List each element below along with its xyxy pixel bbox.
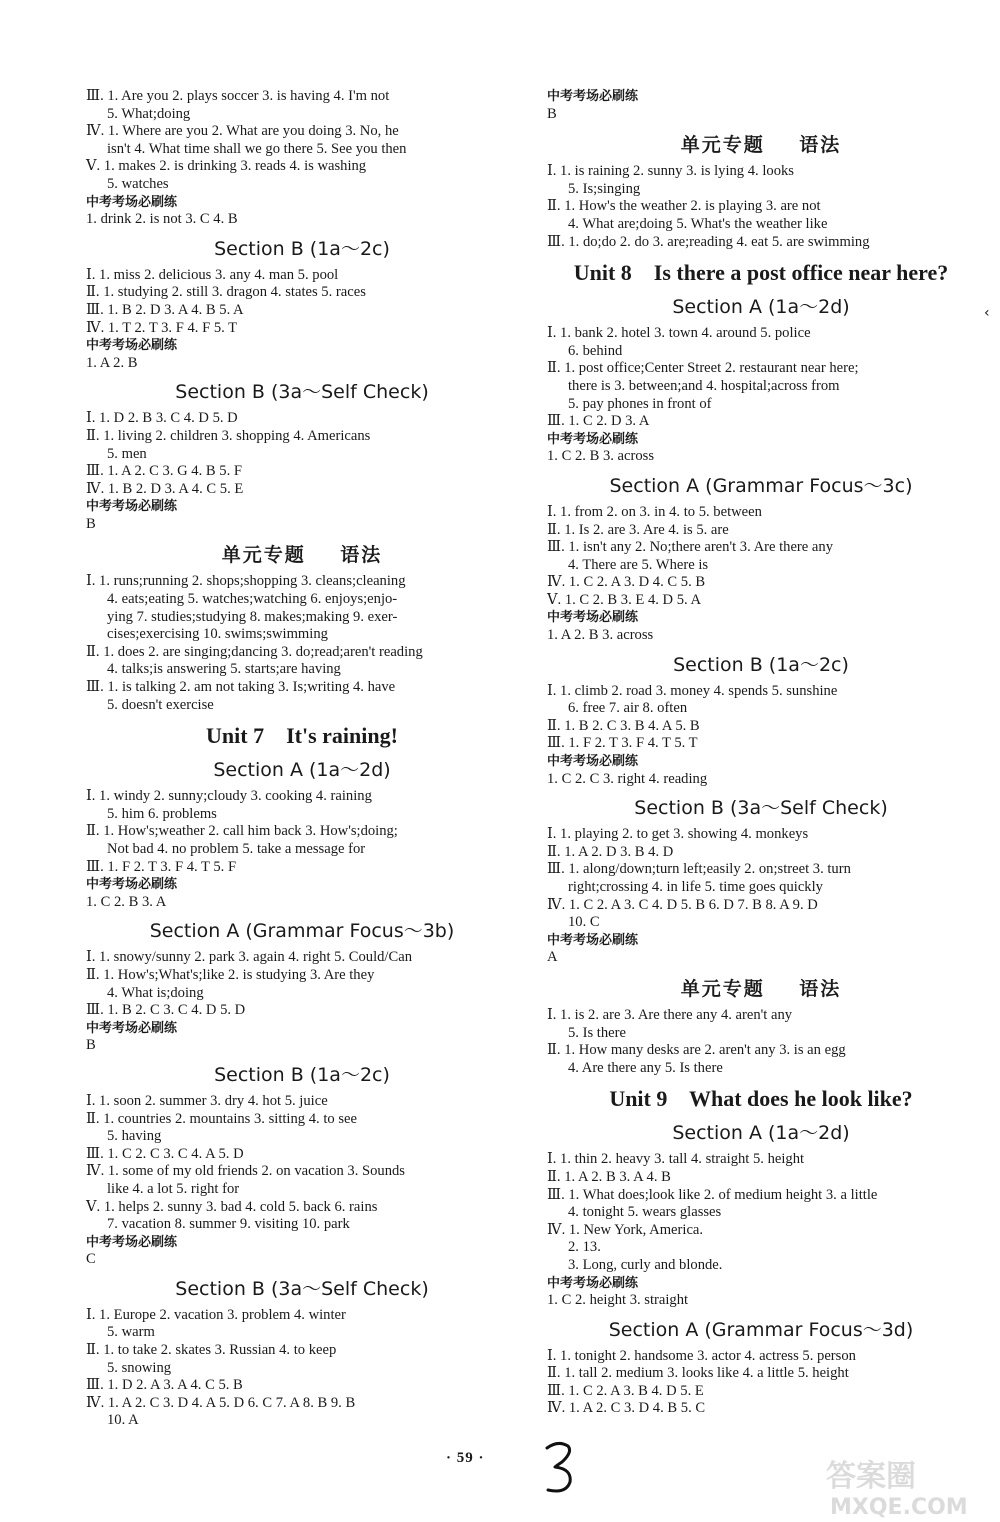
answer-line-continued: 4. tonight 5. wears glasses: [568, 1204, 722, 1221]
answer-line: B: [547, 105, 557, 122]
answer-line: Ⅱ. 1. living 2. children 3. shopping 4. Americans: [86, 427, 371, 444]
answer-line: Ⅲ. 1. B 2. C 3. C 4. D 5. D: [86, 1002, 246, 1019]
answer-line: Ⅳ. 1. Where are you 2. What are you doing 3. No, he: [86, 123, 399, 140]
answer-line: Ⅰ. 1. is 2. are 3. Are there any 4. aren't any: [547, 1006, 793, 1023]
answer-line: Ⅰ. 1. Europe 2. vacation 3. problem 4. winter: [86, 1306, 346, 1323]
answer-line: Ⅰ. 1. climb 2. road 3. money 4. spends 5. sunshine: [547, 682, 838, 699]
unit-title: Unit 9 What does he look like?: [609, 1086, 913, 1112]
answer-line: Ⅲ. 1. F 2. T 3. F 4. T 5. T: [547, 735, 698, 752]
answer-line: Ⅳ. 1. T 2. T 3. F 4. F 5. T: [86, 319, 238, 336]
answer-line-continued: Not bad 4. no problem 5. take a message for: [107, 841, 366, 857]
answer-line: Ⅲ. 1. A 2. C 3. G 4. B 5. F: [86, 463, 242, 480]
answer-line: 1. A 2. B 3. across: [547, 627, 654, 644]
answer-line: A: [547, 949, 558, 966]
answer-line-continued: ying 7. studies;studying 8. makes;making 9. exer-: [107, 608, 398, 625]
page-number: · 59 ·: [446, 1450, 485, 1466]
answer-line: Ⅲ. 1. Are you 2. plays soccer 3. is having 4. I'm not: [86, 88, 390, 104]
exam-practice-label: 中考考场必刷练: [547, 431, 639, 447]
answer-line: Ⅱ. 1. post office;Center Street 2. restaurant near here;: [547, 360, 859, 377]
answer-line: Ⅳ. 1. B 2. D 3. A 4. C 5. E: [86, 480, 244, 497]
section-heading: Section B (3a～Self Check): [175, 1277, 429, 1300]
answer-line: Ⅰ. 1. bank 2. hotel 3. town 4. around 5. police: [547, 325, 811, 342]
exam-practice-label: 中考考场必刷练: [86, 194, 178, 210]
exam-practice-label: 中考考场必刷练: [547, 754, 639, 770]
answer-line: Ⅰ. 1. playing 2. to get 3. showing 4. monkeys: [547, 826, 809, 843]
answer-line: 1. C 2. height 3. straight: [547, 1292, 689, 1309]
answer-line: Ⅱ. 1. How's;What's;like 2. is studying 3. Are they: [86, 966, 375, 983]
answer-line: Ⅰ. 1. tonight 2. handsome 3. actor 4. actress 5. person: [547, 1347, 856, 1364]
exam-practice-label: 中考考场必刷练: [547, 932, 639, 948]
answer-line: Ⅳ. 1. A 2. C 3. D 4. A 5. D 6. C 7. A 8. B 9. B: [86, 1394, 356, 1411]
answer-line: Ⅲ. 1. is talking 2. am not taking 3. Is;writing 4. have: [86, 679, 396, 696]
answer-line: Ⅱ. 1. studying 2. still 3. dragon 4. states 5. races: [86, 284, 366, 301]
left-column: [86, 88, 518, 1430]
answer-line: Ⅳ. 1. C 2. A 3. C 4. D 5. B 6. D 7. B 8. A 9. D: [547, 896, 818, 913]
answer-line-continued: 5. Is;singing: [568, 180, 641, 197]
answer-line: Ⅰ. 1. from 2. on 3. in 4. to 5. between: [547, 503, 762, 520]
answer-line: Ⅲ. 1. D 2. A 3. A 4. C 5. B: [86, 1377, 243, 1394]
answer-line-continued: like 4. a lot 5. right for: [107, 1180, 240, 1197]
answer-line-continued: 5. doesn't exercise: [107, 696, 214, 713]
answer-line: Ⅴ. 1. helps 2. sunny 3. bad 4. cold 5. back 6. rains: [86, 1198, 378, 1215]
answer-line: Ⅱ. 1. How many desks are 2. aren't any 3. is an egg: [547, 1042, 846, 1059]
exam-practice-label: 中考考场必刷练: [547, 89, 639, 104]
answer-line: Ⅰ. 1. is raining 2. sunny 3. is lying 4. looks: [547, 163, 794, 180]
section-heading: Section B (1a～2c): [214, 1063, 390, 1086]
answer-line: Ⅱ. 1. does 2. are singing;dancing 3. do;read;aren't reading: [86, 643, 423, 660]
answer-line-continued: 5. snowing: [107, 1359, 172, 1376]
answer-line: Ⅲ. 1. isn't any 2. No;there aren't 3. Are there any: [547, 539, 833, 556]
answer-line: B: [86, 515, 96, 532]
answer-line: Ⅲ. 1. B 2. D 3. A 4. B 5. A: [86, 301, 244, 318]
answer-line-continued: 4. There are 5. Where is: [568, 556, 709, 573]
exam-practice-label: 中考考场必刷练: [86, 877, 178, 893]
section-heading: Section A (Grammar Focus～3b): [149, 920, 455, 943]
answer-line: 1. C 2. B 3. A: [86, 893, 167, 910]
answer-line-continued: 6. behind: [568, 342, 623, 359]
answer-line-continued: 5. having: [107, 1128, 162, 1145]
answer-line: Ⅲ. 1. What does;look like 2. of medium height 3. a little: [547, 1186, 878, 1203]
section-heading: Section A (Grammar Focus～3d): [608, 1318, 914, 1341]
answer-line: Ⅱ. 1. How's the weather 2. is playing 3. are not: [547, 198, 821, 215]
exam-practice-label: 中考考场必刷练: [86, 338, 178, 354]
answer-line: Ⅰ. 1. miss 2. delicious 3. any 4. man 5. pool: [86, 266, 339, 283]
answer-line: Ⅰ. 1. thin 2. heavy 3. tall 4. straight 5. height: [547, 1151, 805, 1168]
unit-title: Unit 7 It's raining!: [206, 723, 398, 749]
answer-line-continued: 4. talks;is answering 5. starts;are having: [107, 661, 341, 678]
section-heading: Section B (3a～Self Check): [634, 797, 888, 820]
answer-line-continued: 3. Long, curly and blonde.: [568, 1256, 723, 1273]
answer-line: Ⅳ. 1. some of my old friends 2. on vacation 3. Sounds: [86, 1163, 405, 1180]
handwritten-mark: [542, 1440, 576, 1496]
exam-practice-label: 中考考场必刷练: [86, 1234, 178, 1250]
answer-line-continued: 4. What are;doing 5. What's the weather like: [568, 215, 828, 232]
unit-topic-heading: 单元专题 语法: [680, 977, 842, 1000]
answer-line: Ⅱ. 1. countries 2. mountains 3. sitting 4. to see: [86, 1110, 357, 1127]
answer-line-continued: cises;exercising 10. swims;swimming: [107, 626, 328, 643]
answer-line-continued: 4. What is;doing: [107, 984, 204, 1001]
exam-practice-label: 中考考场必刷练: [547, 1275, 639, 1291]
answer-line: Ⅱ. 1. B 2. C 3. B 4. A 5. B: [547, 717, 700, 734]
answer-line-continued: 2. 13.: [568, 1239, 601, 1256]
answer-line: Ⅲ. 1. do;do 2. do 3. are;reading 4. eat 5. are swimming: [547, 233, 870, 250]
answer-line: Ⅲ. 1. F 2. T 3. F 4. T 5. F: [86, 858, 237, 875]
answer-line: Ⅳ. 1. C 2. A 3. D 4. C 5. B: [547, 574, 706, 591]
answer-line-continued: 5. watches: [107, 175, 169, 192]
answer-line: Ⅲ. 1. C 2. A 3. B 4. D 5. E: [547, 1382, 704, 1399]
answer-line-continued: right;crossing 4. in life 5. time goes quickly: [568, 879, 823, 895]
answer-line: 1. C 2. B 3. across: [547, 448, 655, 465]
section-heading: Section B (1a～2c): [673, 653, 849, 676]
answer-line-continued: 7. vacation 8. summer 9. visiting 10. park: [107, 1216, 350, 1233]
answer-line: 1. C 2. C 3. right 4. reading: [547, 770, 708, 787]
answer-line-continued: 5. Is there: [568, 1024, 626, 1041]
watermark-url: MXQE.COM: [830, 1495, 968, 1518]
answer-line: Ⅳ. 1. A 2. C 3. D 4. B 5. C: [547, 1400, 706, 1417]
section-heading: Section B (3a～Self Check): [175, 381, 429, 404]
answer-line-continued: isn't 4. What time shall we go there 5. See you then: [107, 140, 407, 157]
answer-line-continued: 10. C: [568, 914, 600, 931]
answer-line: Ⅲ. 1. along/down;turn left;easily 2. on;street 3. turn: [547, 861, 851, 878]
exam-practice-label: 中考考场必刷练: [86, 1020, 178, 1036]
section-heading: Section A (1a～2d): [672, 1122, 850, 1145]
watermark-logo: [822, 1452, 992, 1518]
answer-line: Ⅱ. 1. A 2. D 3. B 4. D: [547, 843, 674, 860]
answer-line-continued: there is 3. between;and 4. hospital;across from: [568, 377, 840, 394]
answer-line: Ⅲ. 1. C 2. D 3. A: [547, 413, 650, 430]
right-column: [547, 88, 975, 1418]
answer-line: Ⅱ. 1. A 2. B 3. A 4. B: [547, 1168, 671, 1185]
answer-line: Ⅰ. 1. soon 2. summer 3. dry 4. hot 5. juice: [86, 1092, 328, 1109]
section-heading: Section A (1a～2d): [672, 296, 850, 319]
unit-title: Unit 8 Is there a post office near here?: [573, 260, 949, 286]
answer-line-continued: 4. eats;eating 5. watches;watching 6. enjoys;enjo-: [107, 591, 398, 608]
answer-line: Ⅱ. 1. tall 2. medium 3. looks like 4. a little 5. height: [547, 1365, 849, 1382]
unit-topic-heading: 单元专题 语法: [221, 544, 383, 567]
answer-line: C: [86, 1251, 96, 1268]
answer-line: Ⅱ. 1. to take 2. skates 3. Russian 4. to keep: [86, 1342, 337, 1359]
answer-line: 1. A 2. B: [86, 354, 138, 371]
answer-line-continued: 6. free 7. air 8. often: [568, 700, 688, 717]
answer-line-continued: 4. Are there any 5. Is there: [568, 1059, 723, 1076]
answer-line: Ⅴ. 1. makes 2. is drinking 3. reads 4. is washing: [86, 158, 367, 175]
answer-line: Ⅱ. 1. How's;weather 2. call him back 3. How's;doing;: [86, 823, 398, 840]
answer-line: Ⅳ. 1. New York, America.: [547, 1221, 704, 1238]
answer-line-continued: 5. pay phones in front of: [568, 395, 712, 412]
edge-mark: ‹: [984, 305, 990, 321]
answer-line: Ⅰ. 1. snowy/sunny 2. park 3. again 4. right 5. Could/Can: [86, 949, 412, 966]
answer-line: 1. drink 2. is not 3. C 4. B: [86, 211, 238, 228]
answer-line: Ⅲ. 1. C 2. C 3. C 4. A 5. D: [86, 1145, 244, 1162]
answer-line-continued: 5. warm: [107, 1324, 155, 1341]
watermark-brand: 答案圈: [826, 1459, 916, 1494]
answer-line: B: [86, 1037, 96, 1054]
answer-line: Ⅰ. 1. runs;running 2. shops;shopping 3. cleans;cleaning: [86, 573, 406, 590]
section-heading: Section A (1a～2d): [213, 759, 391, 782]
answer-line-continued: 5. What;doing: [107, 105, 191, 122]
answer-line-continued: 5. him 6. problems: [107, 805, 217, 822]
answer-line-continued: 10. A: [107, 1412, 139, 1429]
answer-line: Ⅰ. 1. windy 2. sunny;cloudy 3. cooking 4. raining: [86, 788, 372, 805]
exam-practice-label: 中考考场必刷练: [547, 610, 639, 626]
answer-line: Ⅱ. 1. Is 2. are 3. Are 4. is 5. are: [547, 521, 729, 538]
section-heading: Section B (1a～2c): [214, 237, 390, 260]
answer-line: Ⅰ. 1. D 2. B 3. C 4. D 5. D: [86, 410, 238, 427]
answer-line-continued: 5. men: [107, 445, 147, 462]
unit-topic-heading: 单元专题 语法: [680, 134, 842, 157]
section-heading: Section A (Grammar Focus～3c): [609, 474, 913, 497]
exam-practice-label: 中考考场必刷练: [86, 499, 178, 515]
answer-line: Ⅴ. 1. C 2. B 3. E 4. D 5. A: [547, 591, 702, 608]
